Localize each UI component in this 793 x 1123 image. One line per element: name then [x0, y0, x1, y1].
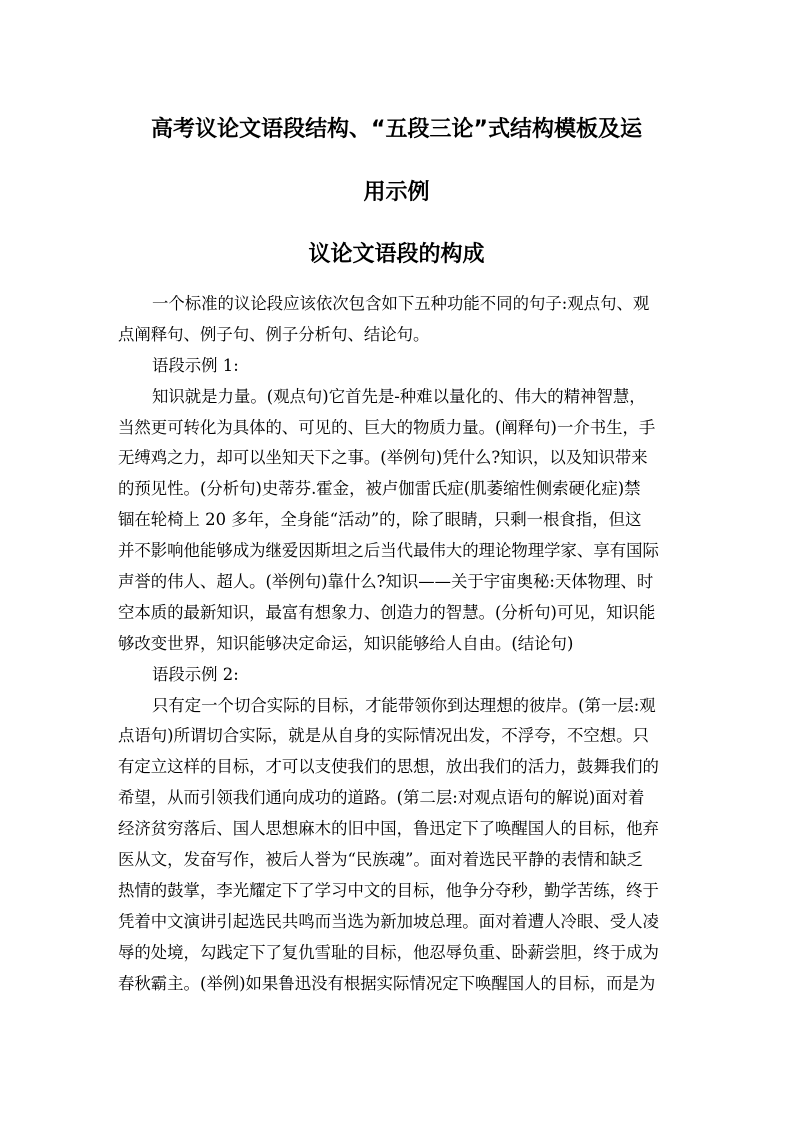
paragraph-line: 希望，从而引领我们通向成功的道路。(第二层:对观点语句的解说)面对着 — [118, 788, 645, 808]
paragraph-line: 经济贫穷落后、国人思想麻木的旧中国，鲁迅定下了唤醒国人的目标，他弃 — [118, 819, 659, 839]
paragraph-line: 有定立这样的目标，才可以支使我们的思想，放出我们的活力，鼓舞我们的 — [118, 757, 659, 777]
example-label: 语段示例 1: — [152, 355, 239, 375]
document-title-line-1: 高考议论文语段结构、“五段三论”式结构模板及运 — [151, 117, 642, 142]
body-text — [118, 289, 678, 999]
paragraph-line: 知识就是力量。(观点句)它首先是-种难以量化的、伟大的精神智慧， — [152, 386, 646, 406]
paragraph-line: 一个标准的议论段应该依次包含如下五种功能不同的句子:观点句、观 — [152, 294, 650, 313]
paragraph-line: 凭着中文演讲引起选民共鸣而当选为新加坡总理。面对着遭人冷眼、受人凌 — [118, 911, 659, 931]
paragraph-line: 声誉的伟人、超人。(举例句)靠什么?知识——关于宇宙奥秘:天体物理、时 — [118, 572, 654, 592]
paragraph-line: 当然更可转化为具体的、可见的、巨大的物质力量。(阐释句)一介书生，手 — [118, 417, 656, 437]
paragraph-line: 锢在轮椅上 20 多年，全身能“活动”的，除了眼睛，只剩一根食指，但这 — [118, 510, 642, 530]
paragraph-line: 点阐释句、例子句、例子分析句、结论句。 — [118, 324, 430, 344]
paragraph-line: 的预见性。(分析句)史蒂芬.霍金，被卢伽雷氏症(肌萎缩性侧索硬化症)禁 — [118, 479, 641, 499]
example-label: 语段示例 2: — [152, 664, 239, 684]
paragraph-line: 并不影响他能够成为继爱因斯坦之后当代最伟大的理论物理学家、享有国际 — [118, 541, 659, 561]
paragraph-line: 只有定一个切合实际的目标，才能带领你到达理想的彼岸。(第一层:观 — [152, 695, 656, 715]
section-heading: 议论文语段的构成 — [308, 242, 485, 267]
paragraph-line: 春秋霸主。(举例)如果鲁迅没有根据实际情况定下唤醒国人的目标，而是为 — [118, 973, 656, 993]
paragraph-line: 空本质的最新知识，最富有想象力、创造力的智慧。(分析句)可见，知识能 — [118, 602, 656, 622]
paragraph-line: 医从文，发奋写作，被后人誉为“民族魂”。面对着选民平静的表情和缺乏 — [118, 850, 643, 870]
paragraph-line: 辱的处境，勾践定下了复仇雪耻的目标，他忍辱负重、卧薪尝胆，终于成为 — [118, 942, 659, 962]
paragraph-line: 点语句)所谓切合实际，就是从自身的实际情况出发，不浮夸，不空想。只 — [118, 726, 649, 746]
paragraph-line: 无缚鸡之力，却可以坐知天下之事。(举例句)凭什么?知识，以及知识带来 — [118, 448, 648, 468]
paragraph-line: 热情的鼓掌，李光耀定下了学习中文的目标，他争分夺秒，勤学苦练，终于 — [118, 880, 659, 900]
document-title-line-2: 用示例 — [363, 180, 430, 205]
paragraph-line: 够改变世界，知识能够决定命运，知识能够给人自由。(结论句) — [118, 633, 574, 653]
